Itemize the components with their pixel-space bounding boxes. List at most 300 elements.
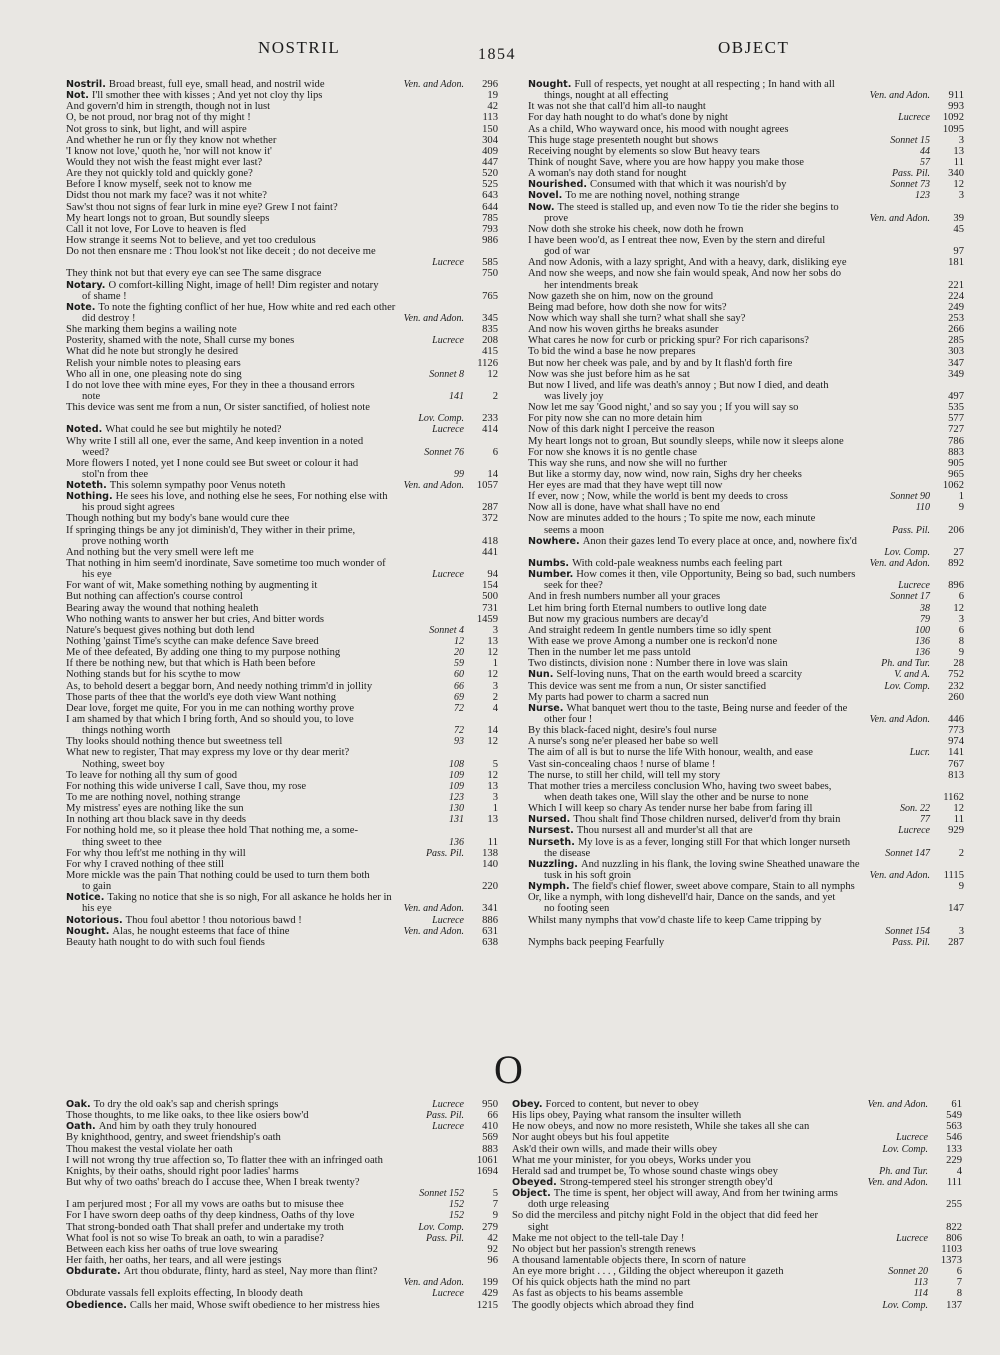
quotation-text: Whilst many nymphs that vow'd chaste life to keep Came tripping by <box>528 914 822 926</box>
line-number: 94 <box>470 569 498 580</box>
quotation-text: Are they not quickly told and quickly gone? <box>66 168 253 180</box>
source-reference: Sonnet 154 <box>881 926 930 937</box>
source-reference: Sonnet 15 <box>886 135 930 146</box>
source-reference: Ven. and Adon. <box>866 213 930 224</box>
headword: Oak. <box>66 1099 91 1110</box>
quotation-text: I will not wrong thy true affection so, To flatter thee with an infringed oath <box>66 1154 383 1166</box>
source-reference: Lucrece <box>428 257 464 268</box>
line-number: 2 <box>470 692 498 703</box>
source-reference: 79 <box>916 614 930 625</box>
quotation-text: And straight redeem In gentle numbers time so idly spent <box>528 624 772 636</box>
line-number: 1459 <box>470 614 498 625</box>
source-reference: Sonnet 17 <box>886 591 930 602</box>
line-number: 447 <box>470 157 498 168</box>
source-reference: 60 <box>450 669 464 680</box>
entry-line <box>512 1233 962 1244</box>
source-reference: Sonnet 76 <box>420 447 464 458</box>
entry-line <box>66 603 498 614</box>
headword: Obedience. <box>66 1299 127 1311</box>
quotation-text: And him by oath they truly honoured <box>98 1121 257 1133</box>
quotation-text: Thy looks should nothing thence but sweetness tell <box>66 736 283 748</box>
source-reference: 72 <box>450 725 464 736</box>
quotation-text: Being mad before, how doth she now for wits? <box>528 301 727 313</box>
source-reference: Pass. Pil. <box>422 1110 464 1121</box>
entry-line <box>528 424 964 435</box>
line-number: 1115 <box>936 870 964 881</box>
entry-line <box>528 725 964 736</box>
source-reference: 152 <box>445 1210 464 1221</box>
entry-line <box>528 536 964 547</box>
entry-line <box>66 1110 498 1121</box>
quotation-text: By knighthood, gentry, and sweet friendship's oath <box>66 1132 281 1144</box>
line-number: 220 <box>470 881 498 892</box>
source-reference: Lucr. <box>906 747 930 758</box>
source-reference: Lucrece <box>892 1132 928 1143</box>
source-reference: 113 <box>910 1277 928 1288</box>
quotation-text: That nothing in him seem'd inordinate, Save sometime too much wonder of <box>66 558 386 570</box>
entry-line <box>66 1144 498 1155</box>
line-number: 141 <box>936 747 964 758</box>
entry-line <box>528 926 964 937</box>
line-number: 3 <box>936 926 964 937</box>
entry-line <box>528 447 964 458</box>
quotation-text: was lively joy <box>544 390 604 402</box>
entry-line <box>66 1132 498 1143</box>
line-number: 199 <box>470 1277 498 1288</box>
source-reference: Pass. Pil. <box>422 1233 464 1244</box>
line-number: 1103 <box>934 1244 962 1255</box>
entry-line <box>528 246 964 257</box>
line-number: 150 <box>470 124 498 135</box>
line-number: 3 <box>470 625 498 636</box>
entry-line <box>528 491 964 502</box>
line-number: 835 <box>470 324 498 335</box>
line-number: 140 <box>470 859 498 870</box>
quotation-text: Herald sad and trumpet be, To whose sound chaste wings obey <box>512 1165 778 1177</box>
entry-line <box>512 1266 962 1277</box>
entry-line <box>528 380 964 391</box>
line-number: 793 <box>470 224 498 235</box>
line-number: 2 <box>936 848 964 859</box>
entry-line <box>66 926 498 937</box>
quotation-text: But nothing can affection's course control <box>66 591 243 603</box>
entry-line <box>66 558 498 569</box>
source-reference: 69 <box>450 692 464 703</box>
line-number: 304 <box>470 135 498 146</box>
entry-line <box>528 759 964 770</box>
quotation-text: What me your minister, for you obeys, Works under you <box>512 1154 751 1166</box>
quotation-text: For I have sworn deep oaths of thy deep kindness, Oaths of thy love <box>66 1210 355 1222</box>
line-number: 3 <box>470 792 498 803</box>
entry-line <box>66 525 498 536</box>
entry-line <box>528 881 964 892</box>
quotation-text: My heart longs not to groan, But soundly sleeps, while now it sleeps alone <box>528 435 844 447</box>
headword: Nurseth. <box>528 836 575 848</box>
entry-line <box>66 803 498 814</box>
source-reference: Pass. Pil. <box>888 168 930 179</box>
source-reference: 12 <box>450 636 464 647</box>
source-reference: 141 <box>445 391 464 402</box>
entry-line <box>528 848 964 859</box>
quotation-text: Those parts of thee that the world's eye doth view Want nothing <box>66 691 337 703</box>
quotation-text: What fool is not so wise To break an oath, to win a paradise? <box>66 1232 324 1244</box>
source-reference: Sonnet 147 <box>881 848 930 859</box>
source-reference: Sonnet 152 <box>415 1188 464 1199</box>
entry-line <box>66 369 498 380</box>
quotation-text: Alas, he nought esteems that face of thine <box>112 925 290 937</box>
quotation-text: For pity now she can no more detain him <box>528 413 703 425</box>
line-number: 347 <box>936 358 964 369</box>
line-number: 767 <box>936 759 964 770</box>
line-number: 42 <box>470 1233 498 1244</box>
source-reference: Ven. and Adon. <box>866 870 930 881</box>
quotation-text: prove <box>544 212 569 224</box>
source-reference: 109 <box>445 781 464 792</box>
quotation-text: This way she runs, and now she will no further <box>528 457 727 469</box>
line-number: 896 <box>936 580 964 591</box>
entry-line <box>66 124 498 135</box>
quotation-text: How strange it seems Not to believe, and yet too credulous <box>66 234 316 246</box>
source-reference: 136 <box>911 636 930 647</box>
headword: Nostril. <box>66 79 106 90</box>
entry-line <box>528 681 964 692</box>
quotation-text: his proud sight agrees <box>82 502 175 514</box>
source-reference: 66 <box>450 681 464 692</box>
line-number: 631 <box>470 926 498 937</box>
source-reference: 109 <box>445 770 464 781</box>
line-number: 39 <box>936 213 964 224</box>
quotation-text: Anon their gazes lend To every place at once, and, nowhere fix'd <box>582 535 857 547</box>
entry-line <box>66 480 498 491</box>
entry-line <box>66 1266 498 1277</box>
line-number: 111 <box>934 1177 962 1188</box>
line-number: 137 <box>934 1300 962 1311</box>
line-number: 986 <box>470 235 498 246</box>
quotation-text: A thousand lamentable objects there, In scorn of nature <box>512 1254 746 1266</box>
entry-line <box>66 447 498 458</box>
entry-line <box>528 402 964 413</box>
entry-line <box>528 469 964 480</box>
quotation-text: And whether he run or fly they know not whether <box>66 134 277 146</box>
entry-line <box>66 669 498 680</box>
line-number: 279 <box>470 1222 498 1233</box>
entry-line <box>66 324 498 335</box>
quotation-text: The goodly objects which abroad they find <box>512 1299 694 1311</box>
line-number: 429 <box>470 1288 498 1299</box>
entry-line <box>66 892 498 903</box>
quotation-text: Now of this dark night I perceive the reason <box>528 424 715 436</box>
line-number: 154 <box>470 580 498 591</box>
quotation-text: And in fresh numbers number all your graces <box>528 591 721 603</box>
quotation-text: His lips obey, Paying what ransom the insulter willeth <box>512 1110 742 1122</box>
quotation-text: Call it not love, For Love to heaven is fled <box>66 223 247 235</box>
line-number: 232 <box>936 681 964 692</box>
headword: Nourished. <box>528 179 588 191</box>
line-number: 525 <box>470 179 498 190</box>
line-number: 12 <box>470 770 498 781</box>
line-number: 4 <box>470 703 498 714</box>
entry-line <box>528 792 964 803</box>
entry-line <box>66 547 498 558</box>
quotation-text: Now let me say 'Good night,' and so say you ; If you will say so <box>528 402 799 414</box>
source-reference: Sonnet 8 <box>425 369 464 380</box>
entry-line <box>66 714 498 725</box>
headword: Obeyed. <box>512 1176 557 1188</box>
quotation-text: his eye <box>82 903 112 915</box>
line-number: 181 <box>936 257 964 268</box>
headword: Nursest. <box>528 825 574 837</box>
quotation-text: I have been woo'd, as I entreat thee now, Even by the stern and direful <box>528 234 826 246</box>
line-number: 340 <box>936 168 964 179</box>
entry-line <box>528 101 964 112</box>
line-number: 731 <box>470 603 498 614</box>
entry-line <box>512 1210 962 1221</box>
quotation-text: This device was sent me from a nun, Or sister sanctified <box>528 680 766 692</box>
line-number: 929 <box>936 825 964 836</box>
source-reference: Lov. Comp. <box>880 547 930 558</box>
quotation-text: Posterity, shamed with the note, Shall curse my bones <box>66 335 295 347</box>
entry-line <box>66 436 498 447</box>
quotation-text: But like a stormy day, now wind, now rain, Sighs dry her cheeks <box>528 468 802 480</box>
line-number: 1 <box>936 491 964 502</box>
line-number: 8 <box>936 636 964 647</box>
source-reference: 131 <box>445 814 464 825</box>
quotation-text: Her faith, her oaths, her tears, and all were jestings <box>66 1254 282 1266</box>
source-reference: Ven. and Adon. <box>400 313 464 324</box>
quotation-text: of shame ! <box>82 290 127 302</box>
quotation-text: For why I craved nothing of thee still <box>66 858 224 870</box>
quotation-text: Though nothing but my body's bane would cure thee <box>66 513 290 525</box>
quotation-text: Consumed with that which it was nourish'd by <box>590 179 787 191</box>
quotation-text: seek for thee? <box>544 580 603 592</box>
entry-line <box>528 625 964 636</box>
quotation-text: Nor aught obeys but his foul appetite <box>512 1132 670 1144</box>
entry-line <box>66 79 498 90</box>
line-number: 12 <box>936 179 964 190</box>
line-number: 14 <box>470 469 498 480</box>
quotation-text: To me are nothing novel, nothing strange <box>565 190 740 202</box>
entry-line <box>66 424 498 435</box>
quotation-text: tusk in his soft groin <box>544 869 632 881</box>
quotation-text: I am perjured most ; For all my vows are oaths but to misuse thee <box>66 1199 344 1211</box>
headword: Nothing. <box>66 491 113 503</box>
line-number: 285 <box>936 335 964 346</box>
entry-line <box>528 770 964 781</box>
entry-line <box>66 213 498 224</box>
entry-line <box>528 647 964 658</box>
entry-line <box>66 257 498 268</box>
entry-line <box>66 1255 498 1266</box>
entry-line <box>66 112 498 123</box>
headword: Numbs. <box>528 558 570 570</box>
entry-line <box>66 1188 498 1199</box>
entry-line <box>528 213 964 224</box>
entry-line <box>66 458 498 469</box>
entry-line <box>528 892 964 903</box>
line-number: 785 <box>470 213 498 224</box>
entry-line <box>66 1099 498 1110</box>
source-reference: Lucrece <box>428 335 464 346</box>
entry-line <box>66 881 498 892</box>
entry-line <box>66 135 498 146</box>
source-reference: 38 <box>916 603 930 614</box>
quotation-text: My heart longs not to groan, But soundly sleeps <box>66 212 270 224</box>
line-number: 13 <box>936 146 964 157</box>
entry-line <box>66 837 498 848</box>
entry-line <box>66 101 498 112</box>
line-number: 296 <box>470 79 498 90</box>
line-number: 752 <box>936 669 964 680</box>
entry-line <box>66 280 498 291</box>
source-reference: Lucrece <box>428 1288 464 1299</box>
quotation-text: For want of wit, Make something nothing by augmenting it <box>66 580 318 592</box>
quotation-text: god of war <box>544 246 590 258</box>
quotation-text: To dry the old oak's sap and cherish springs <box>93 1099 279 1110</box>
entry-line <box>528 703 964 714</box>
quotation-text: Two distincts, division none : Number there in love was slain <box>528 658 788 670</box>
line-number: 113 <box>470 112 498 123</box>
quotation-text: What did he note but strongly he desired <box>66 346 239 358</box>
quotation-text: She marking them begins a wailing note <box>66 324 237 336</box>
line-number: 1162 <box>936 792 964 803</box>
quotation-text: So did the merciless and pitchy night Fold in the object that did feed her <box>512 1210 818 1222</box>
line-number: 9 <box>936 647 964 658</box>
headword: Number. <box>528 569 574 581</box>
entry-line <box>528 224 964 235</box>
line-number: 500 <box>470 591 498 602</box>
source-reference: Ven. and Adon. <box>866 714 930 725</box>
entry-line <box>66 90 498 101</box>
line-number: 563 <box>934 1121 962 1132</box>
quotation-text: For now she knows it is no gentle chase <box>528 446 697 458</box>
source-reference: Lucrece <box>892 1233 928 1244</box>
quotation-text: I'll smother thee with kisses ; And yet not cloy thy lips <box>91 90 323 102</box>
quotation-text: Beauty hath nought to do with such foul fiends <box>66 936 265 948</box>
running-head-right: OBJECT <box>718 38 790 57</box>
source-reference: Ven. and Adon. <box>400 926 464 937</box>
entry-line <box>66 268 498 279</box>
quotation-text: My love is as a fever, longing still For that which longer nurseth <box>577 836 851 848</box>
entry-line <box>512 1132 962 1143</box>
line-number: 410 <box>470 1121 498 1132</box>
line-number: 345 <box>470 313 498 324</box>
quotation-text: The steed is stalled up, and even now To tie the rider she begins to <box>557 201 839 213</box>
entry-line <box>528 90 964 101</box>
line-number: 97 <box>936 246 964 257</box>
quotation-text: I do not love thee with mine eyes, For they in thee a thousand errors <box>66 379 355 391</box>
line-number: 66 <box>470 1110 498 1121</box>
line-number: 233 <box>470 413 498 424</box>
source-reference: Ven. and Adon. <box>400 1277 464 1288</box>
entry-line <box>66 792 498 803</box>
entry-line <box>66 168 498 179</box>
entry-line <box>528 591 964 602</box>
line-number: 813 <box>936 770 964 781</box>
line-number: 3 <box>936 190 964 201</box>
quotation-text: And now Adonis, with a lazy spright, And with a heavy, dark, disliking eye <box>528 257 847 269</box>
entry-line <box>66 1233 498 1244</box>
line-number: 577 <box>936 413 964 424</box>
entry-line <box>528 747 964 758</box>
source-reference: 44 <box>916 146 930 157</box>
line-number: 208 <box>470 335 498 346</box>
quotation-text: With ease we prove Among a number one is reckon'd none <box>528 636 778 648</box>
entry-line <box>66 1300 498 1311</box>
line-number: 13 <box>470 781 498 792</box>
quotation-text: But now my gracious numbers are decay'd <box>528 613 709 625</box>
source-reference: Ven. and Adon. <box>864 1099 928 1110</box>
line-number: 133 <box>934 1144 962 1155</box>
source-reference: Sonnet 4 <box>425 625 464 636</box>
source-reference: 136 <box>445 837 464 848</box>
line-number: 786 <box>936 436 964 447</box>
column-3 <box>66 1099 498 1311</box>
source-reference: Ven. and Adon. <box>866 558 930 569</box>
source-reference: 108 <box>445 759 464 770</box>
line-number: 883 <box>936 447 964 458</box>
quotation-text: To leave for nothing all thy sum of good <box>66 769 238 781</box>
line-number: 253 <box>936 313 964 324</box>
line-number: 3 <box>470 681 498 692</box>
quotation-text: To bid the wind a base he now prepares <box>528 346 696 358</box>
entry-line <box>528 190 964 201</box>
quotation-text: They think not but that every eye can see The same disgrace <box>66 268 322 280</box>
line-number: 5 <box>470 1188 498 1199</box>
quotation-text: With cold-pale weakness numbs each feeling part <box>572 558 783 570</box>
quotation-text: Why write I still all one, ever the same, And keep invention in a noted <box>66 435 364 447</box>
quotation-text: To note the fighting conflict of her hue, How white and red each other <box>98 301 396 313</box>
quotation-text: Forced to content, but never to obey <box>545 1099 699 1110</box>
line-number: 266 <box>936 324 964 335</box>
headword: Nought. <box>528 79 572 90</box>
line-number: 441 <box>470 547 498 558</box>
entry-line <box>528 937 964 948</box>
source-reference: Lucrece <box>428 424 464 435</box>
line-number: 13 <box>470 814 498 825</box>
headword: Noted. <box>66 424 103 436</box>
source-reference: Lov. Comp. <box>414 1222 464 1233</box>
quotation-text: The nurse, to still her child, will tell my story <box>528 769 721 781</box>
quotation-text: Before I know myself, seek not to know me <box>66 179 252 191</box>
entry-line <box>528 268 964 279</box>
quotation-text: That strong-bonded oath That shall prefer and undertake my troth <box>66 1221 344 1233</box>
quotation-text: The field's chief flower, sweet above compare, Stain to all nymphs <box>572 881 855 893</box>
quotation-text: prove nothing worth <box>82 535 169 547</box>
entry-line <box>512 1177 962 1188</box>
quotation-text: Now was she just before him as he sat <box>528 368 690 380</box>
line-number: 287 <box>936 937 964 948</box>
entry-line <box>66 402 498 413</box>
line-number: 45 <box>936 224 964 235</box>
source-reference: 20 <box>450 647 464 658</box>
entry-line <box>528 313 964 324</box>
quotation-text: other four ! <box>544 714 593 726</box>
line-number: 993 <box>936 101 964 112</box>
line-number: 147 <box>936 903 964 914</box>
entry-line <box>512 1244 962 1255</box>
quotation-text: to gain <box>82 881 112 893</box>
entry-line <box>66 157 498 168</box>
quotation-text: Me of thee defeated, By adding one thing to my purpose nothing <box>66 647 341 659</box>
headword: Notice. <box>66 892 105 904</box>
entry-line <box>66 202 498 213</box>
line-number: 61 <box>934 1099 962 1110</box>
entry-line <box>528 513 964 524</box>
quotation-text: Who all in one, one pleasing note do sing <box>66 368 242 380</box>
quotation-text: This solemn sympathy poor Venus noteth <box>109 480 286 492</box>
line-number: 546 <box>934 1132 962 1143</box>
quotation-text: his eye <box>82 569 112 581</box>
